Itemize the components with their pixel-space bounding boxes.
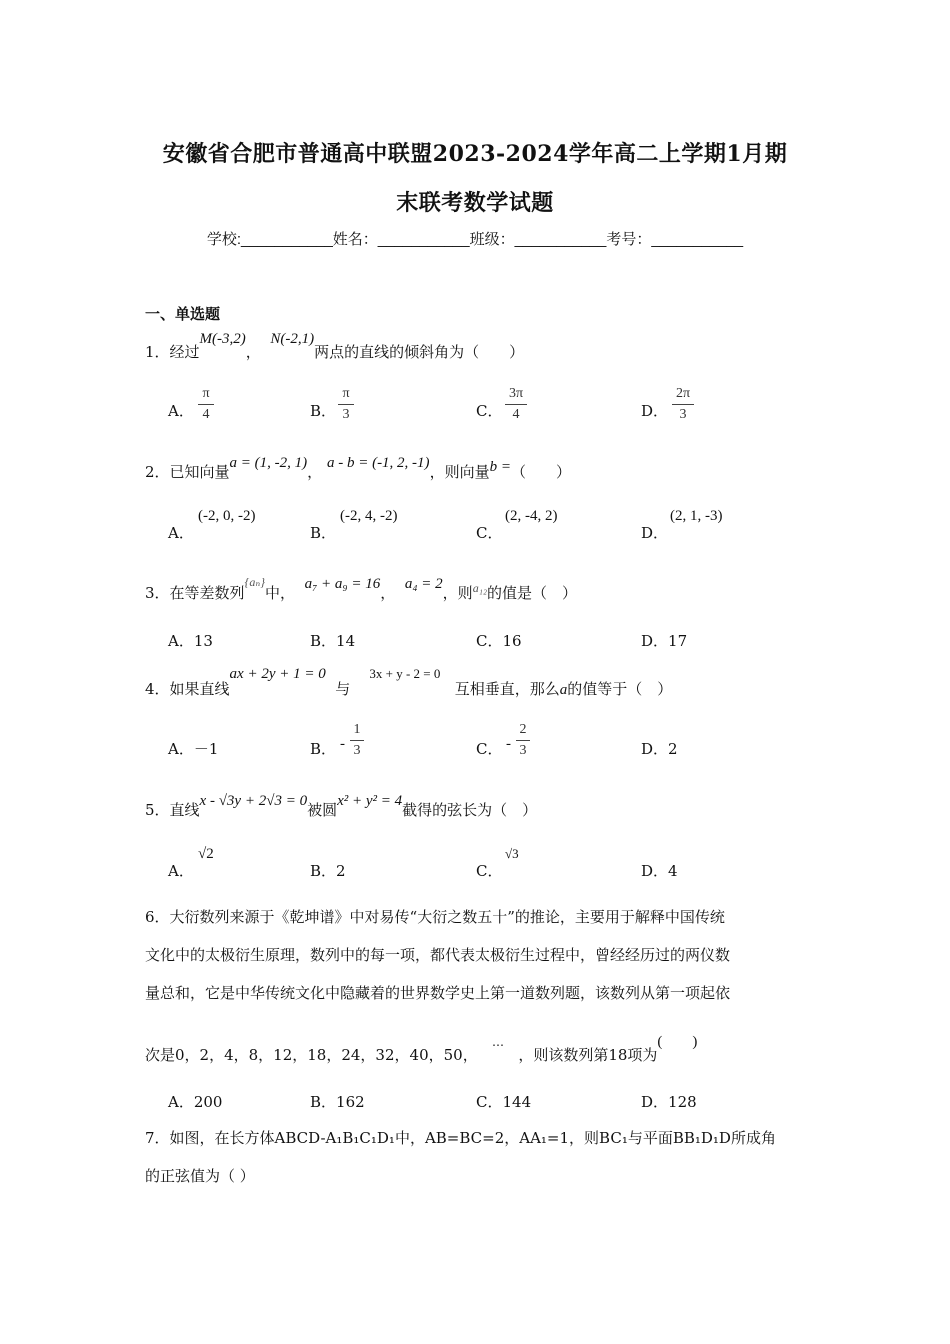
q2-option-a-value: (-2, 0, -2): [198, 508, 256, 524]
q4-suffix-a: 互相垂直，那么: [454, 680, 560, 698]
q1-option-a-fraction: [198, 386, 214, 423]
q5-option-a-label: A．: [168, 862, 194, 880]
q1-b-num: π: [342, 386, 350, 401]
q1-a-num: π: [202, 386, 210, 401]
q6-option-c: [476, 1091, 531, 1112]
q1-option-c-label: C．: [476, 402, 503, 420]
q6-c-value: 144: [502, 1093, 532, 1111]
q3-a-value: 13: [193, 632, 213, 650]
q2-sep: ，: [307, 463, 323, 481]
q1-sep: ，: [245, 343, 261, 361]
q3-mid2: ，则: [442, 584, 473, 602]
q4-c-den: 3: [519, 743, 527, 758]
q5-d-value: 4: [668, 862, 678, 880]
q4-option-d: [641, 738, 678, 759]
q4-c-num: 2: [519, 722, 527, 737]
q2-option-c-label: C．: [476, 524, 503, 542]
q4-a-value: －1: [193, 740, 219, 758]
question-6-line-1: 6．大衍数列来源于《乾坤谱》中对易传“大衍之数五十”的推论，主要用于解释中国传统: [145, 908, 725, 926]
q6-line4-a: 次是0，2，4，8，12，18，24，32，40，50，: [145, 1046, 478, 1064]
q3-a-label: A．: [168, 632, 194, 650]
q3-option-d: [641, 630, 687, 651]
q5-option-c-value: √3: [505, 846, 519, 861]
question-5: [145, 793, 538, 820]
q3-mid: 中，: [265, 584, 296, 602]
q3-option-c: [476, 630, 522, 651]
question-1: [145, 331, 525, 362]
q3-term: a₁₂: [472, 581, 488, 595]
question-7-line-2: 的正弦值为（ ）: [145, 1167, 255, 1185]
q2-option-b-value: (-2, 4, -2): [340, 508, 398, 524]
q3-prefix: 3．在等差数列: [145, 584, 245, 602]
q1-option-d-fraction: [672, 386, 694, 423]
q6-d-label: D．: [641, 1093, 669, 1111]
title-line-2: 末联考数学试题: [396, 190, 554, 216]
q5-b-value: 2: [336, 862, 346, 880]
q4-var: a: [559, 682, 568, 698]
q6-option-b: [310, 1091, 365, 1112]
q1-option-b-label: B．: [310, 402, 337, 420]
title-line-1: 安徽省合肥市普通高中联盟2023-2024学年高二上学期1月期: [162, 141, 788, 167]
q1-option-d-label: D．: [641, 402, 669, 420]
q4-eq2: 3x + y - 2 = 0: [369, 666, 441, 681]
q4-mid: 与: [335, 680, 351, 698]
q6-b-value: 162: [336, 1093, 365, 1111]
q5-mid: 被圆: [307, 801, 338, 819]
q5-b-label: B．: [310, 862, 337, 880]
q6-ellipsis: …: [492, 1035, 505, 1049]
q1-suffix: 两点的直线的倾斜角为（ ）: [314, 343, 525, 361]
question-4: [145, 666, 673, 699]
q4-option-c-label: C．: [476, 740, 503, 758]
q3-c-label: C．: [476, 632, 503, 650]
q3-sep: ，: [380, 584, 396, 602]
q1-c-den: 4: [512, 407, 520, 422]
q4-suffix-b: 的值等于（ ）: [567, 680, 673, 698]
question-2: [145, 455, 571, 482]
q1-a-den: 4: [202, 407, 210, 422]
student-info-line: 学校:___________姓名：___________班级：___________考号：___________: [206, 231, 744, 248]
q2-eq3: b =: [489, 459, 511, 475]
q5-option-c-label: C．: [476, 862, 503, 880]
q5-d-label: D．: [641, 862, 669, 880]
q4-b-den: 3: [353, 743, 361, 758]
q2-option-a-label: A．: [168, 524, 194, 542]
q1-d-num: 2π: [675, 386, 691, 401]
q5-eq2: x² + y² = 4: [337, 793, 403, 809]
q2-option-c-value: (2, -4, 2): [505, 508, 558, 524]
question-7-line-1: 7．如图，在长方体ABCD-A₁B₁C₁D₁中，AB=BC=2，AA₁=1，则BC₁与平面BB₁D₁D所成角: [145, 1129, 776, 1147]
q2-option-d-label: D．: [641, 524, 669, 542]
q6-option-d: [641, 1091, 697, 1112]
q3-d-label: D．: [641, 632, 669, 650]
q6-line4-b: ，则该数列第18项为: [518, 1046, 658, 1064]
q1-option-b-fraction: [338, 386, 354, 423]
q6-a-value: 200: [193, 1093, 223, 1111]
q5-eq1: x - √3y + 2√3 = 0: [199, 793, 308, 809]
q1-d-den: 3: [679, 407, 687, 422]
q3-b-value: 14: [336, 632, 356, 650]
q4-a-label: A．: [168, 740, 194, 758]
q2-option-d-value: (2, 1, -3): [670, 508, 723, 524]
q1-c-num: 3π: [508, 386, 524, 401]
q3-option-b: [310, 630, 355, 651]
q3-b-label: B．: [310, 632, 337, 650]
q5-suffix: 截得的弦长为（ ）: [402, 801, 538, 819]
q5-prefix: 5．直线: [145, 801, 200, 819]
section-heading: 一、单选题: [145, 305, 221, 323]
q4-d-label: D．: [641, 740, 669, 758]
q2-prefix: 2．已知向量: [145, 463, 230, 481]
q3-eq1: a₇ + a₉ = 16: [304, 576, 381, 592]
q2-eq2: a - b = (-1, 2, -1): [326, 455, 430, 471]
q3-suffix: 的值是（ ）: [487, 584, 578, 602]
q6-a-label: A．: [168, 1093, 194, 1111]
q1-prefix: 1．经过: [145, 343, 200, 361]
q4-option-c-sign: -: [506, 736, 511, 752]
q2-option-b-label: B．: [310, 524, 337, 542]
q3-option-a: [168, 630, 213, 651]
q3-c-value: 16: [502, 632, 522, 650]
q6-c-label: C．: [476, 1093, 503, 1111]
q2-suffix: （ ）: [510, 463, 571, 481]
q1-b-den: 3: [342, 407, 350, 422]
q6-d-value: 128: [668, 1093, 697, 1111]
q2-mid: ，则向量: [429, 463, 490, 481]
q1-point-n: N(-2,1): [270, 331, 315, 347]
q6-b-label: B．: [310, 1093, 337, 1111]
q4-prefix: 4．如果直线: [145, 680, 230, 698]
q4-eq1: ax + 2y + 1 = 0: [229, 666, 326, 682]
question-3: [145, 575, 578, 603]
question-6-line-4: [145, 1034, 698, 1065]
q3-eq2: a₄ = 2: [404, 576, 443, 592]
q4-b-num: 1: [353, 722, 361, 737]
q5-option-b: [310, 860, 346, 881]
q6-option-a: [168, 1091, 222, 1112]
q5-option-d: [641, 860, 678, 881]
question-6-line-3: 量总和，它是中华传统文化中隐藏着的世界数学史上第一道数列题，该数列从第一项起依: [145, 984, 731, 1002]
q4-option-a: [168, 738, 218, 759]
q2-eq1: a = (1, -2, 1): [229, 455, 308, 471]
q4-option-b-sign: -: [340, 736, 345, 752]
q3-d-value: 17: [668, 632, 688, 650]
q3-seq: {aₙ}: [244, 575, 266, 589]
q1-option-a-label: A．: [168, 402, 194, 420]
q1-point-m: M(-3,2): [199, 331, 246, 347]
q4-option-c-fraction: [516, 722, 530, 759]
question-6-line-2: 文化中的太极衍生原理，数列中的每一项，都代表太极衍生过程中，曾经经历过的两仪数: [145, 946, 731, 964]
q1-option-c-fraction: [505, 386, 527, 423]
q4-d-value: 2: [668, 740, 678, 758]
q5-option-a-value: √2: [198, 846, 214, 862]
q6-paren: ( ): [657, 1034, 698, 1050]
q4-option-b-fraction: [350, 722, 364, 759]
q4-option-b-label: B．: [310, 740, 337, 758]
